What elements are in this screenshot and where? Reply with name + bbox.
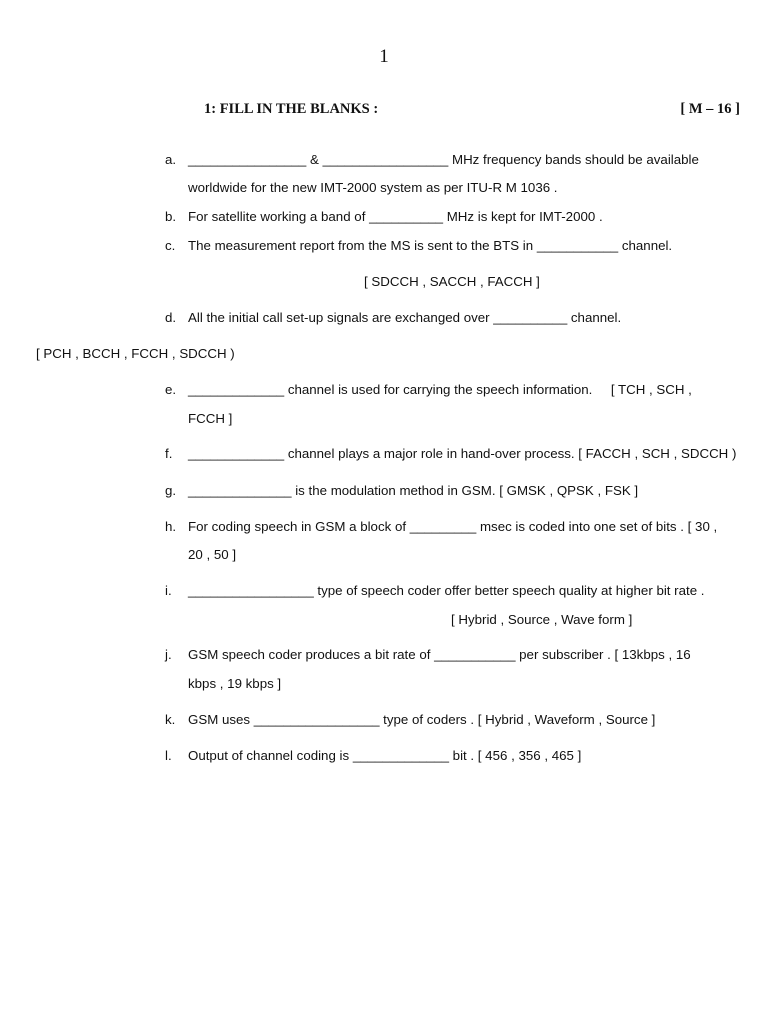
question-text: For satellite working a band of __________ MHz is kept for IMT-2000 . [188, 209, 603, 224]
question-options: [ Hybrid , Source , Wave form ] [451, 612, 633, 627]
question-text: GSM uses _________________ type of coders . [ Hybrid , Waveform , Source ] [188, 712, 656, 727]
question-text: ______________ is the modulation method in GSM. [ GMSK , QPSK , FSK ] [188, 483, 639, 498]
question-letter: l. [165, 748, 172, 763]
question-text: All the initial call set-up signals are exchanged over __________ channel. [188, 310, 622, 325]
question-text: Output of channel coding is _____________ bit . [ 456 , 356 , 465 ] [188, 748, 582, 763]
question-letter: c. [165, 238, 176, 253]
question-text: _________________ type of speech coder offer better speech quality at higher bit rate . [188, 583, 705, 598]
question-text-continued: kbps , 19 kbps ] [188, 676, 282, 691]
question-letter: f. [165, 446, 173, 461]
question-options: [ SDCCH , SACCH , FACCH ] [364, 274, 540, 289]
page-number: 1 [379, 46, 389, 67]
question-text-continued: worldwide for the new IMT-2000 system as per ITU-R M 1036 . [188, 180, 558, 195]
question-letter: a. [165, 152, 177, 167]
question-text: For coding speech in GSM a block of _________ msec is coded into one set of bits . [ 30 , [188, 519, 718, 534]
question-text: GSM speech coder produces a bit rate of ___________ per subscriber . [ 13kbps , 16 [188, 647, 691, 662]
question-letter: h. [165, 519, 177, 534]
question-letter: k. [165, 712, 176, 727]
question-letter: e. [165, 382, 177, 397]
question-letter: i. [165, 583, 172, 598]
question-letter: b. [165, 209, 177, 224]
question-text: ________________ & _________________ MHz frequency bands should be available [188, 152, 699, 167]
section-title: 1: FILL IN THE BLANKS : [204, 101, 379, 117]
question-options: [ PCH , BCCH , FCCH , SDCCH ) [36, 346, 235, 361]
question-letter: j. [165, 647, 172, 662]
question-letter: g. [165, 483, 177, 498]
section-marks: [ M – 16 ] [680, 101, 740, 117]
question-text-continued: FCCH ] [188, 411, 233, 426]
question-text: _____________ channel is used for carrying the speech information. [ TCH , SCH , [188, 382, 692, 397]
question-text-continued: 20 , 50 ] [188, 547, 237, 562]
question-text: _____________ channel plays a major role in hand-over process. [ FACCH , SCH , SDCCH ) [188, 446, 737, 461]
question-letter: d. [165, 310, 177, 325]
question-text: The measurement report from the MS is sent to the BTS in ___________ channel. [188, 238, 673, 253]
